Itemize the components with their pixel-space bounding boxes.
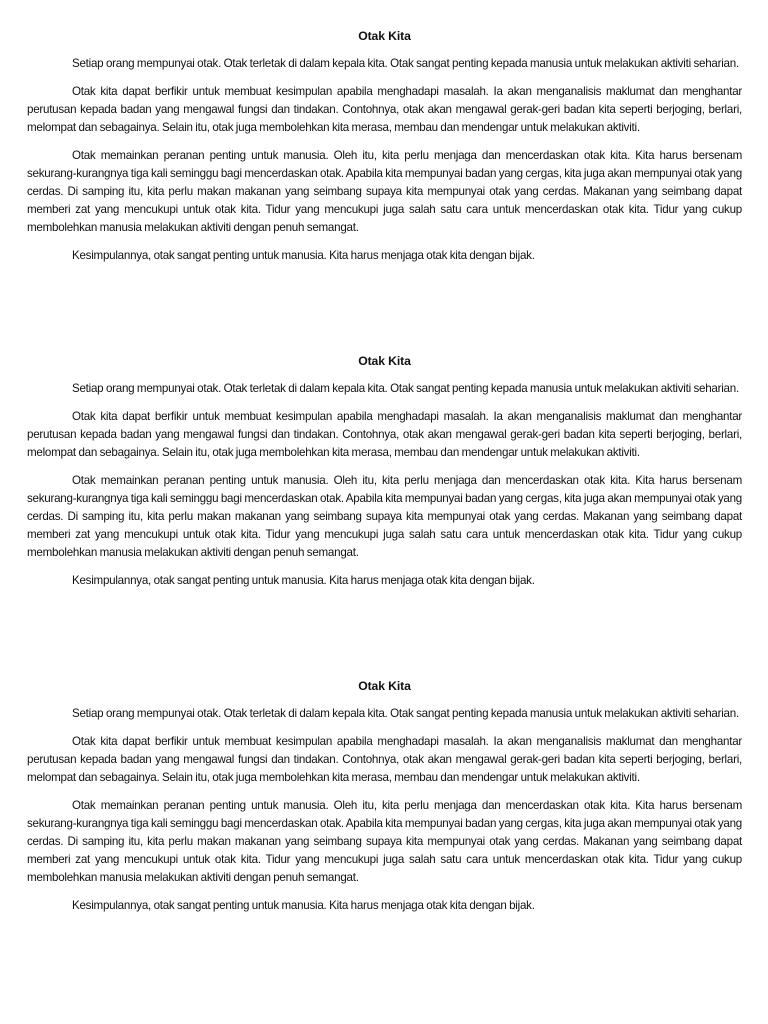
- essay-section: [27, 352, 742, 590]
- essay-paragraph: Otak memainkan peranan penting untuk manusia. Oleh itu, kita perlu menjaga dan mencerdaskan otak kita. Kita harus bersenam sekurang-kurangnya tiga kali seminggu bagi mencerdaskan otak. Apabila kita mempunyai badan yang cergas, kita juga akan mempunyai otak yang cerdas. Di samping itu, kita perlu makan makanan yang seimbang supaya kita mempunyai otak yang cerdas. Makanan yang seimbang dapat memberi zat yang mencukupi untuk otak kita. Tidur yang mencukupi juga salah satu cara untuk mencerdaskan otak kita. Tidur yang cukup membolehkan manusia melakukan aktiviti dengan penuh semangat.: [27, 149, 742, 234]
- essay-paragraph: Kesimpulannya, otak sangat penting untuk manusia. Kita harus menjaga otak kita dengan bijak.: [72, 899, 535, 912]
- essay-paragraph: Kesimpulannya, otak sangat penting untuk manusia. Kita harus menjaga otak kita dengan bijak.: [72, 249, 535, 262]
- essay-section: [27, 677, 742, 915]
- essay-paragraph: Otak kita dapat berfikir untuk membuat kesimpulan apabila menghadapi masalah. Ia akan menganalisis maklumat dan menghantar perutusan kepada badan yang mengawal fungsi dan tindakan. Contohnya, otak akan mengawal gerak-geri badan kita seperti berjoging, berlari, melompat dan sebagainya. Selain itu, otak juga membolehkan kita merasa, membau dan mendengar untuk melakukan aktiviti.: [27, 410, 742, 459]
- essay-paragraph: Otak kita dapat berfikir untuk membuat kesimpulan apabila menghadapi masalah. Ia akan menganalisis maklumat dan menghantar perutusan kepada badan yang mengawal fungsi dan tindakan. Contohnya, otak akan mengawal gerak-geri badan kita seperti berjoging, berlari, melompat dan sebagainya. Selain itu, otak juga membolehkan kita merasa, membau dan mendengar untuk melakukan aktiviti.: [27, 85, 742, 134]
- essay-paragraph: Setiap orang mempunyai otak. Otak terletak di dalam kepala kita. Otak sangat penting kepada manusia untuk melakukan aktiviti seharian.: [72, 57, 739, 70]
- essay-paragraph: Setiap orang mempunyai otak. Otak terletak di dalam kepala kita. Otak sangat penting kepada manusia untuk melakukan aktiviti seharian.: [72, 707, 739, 720]
- essay-paragraph: Otak kita dapat berfikir untuk membuat kesimpulan apabila menghadapi masalah. Ia akan menganalisis maklumat dan menghantar perutusan kepada badan yang mengawal fungsi dan tindakan. Contohnya, otak akan mengawal gerak-geri badan kita seperti berjoging, berlari, melompat dan sebagainya. Selain itu, otak juga membolehkan kita merasa, membau dan mendengar untuk melakukan aktiviti.: [27, 735, 742, 784]
- essay-section: [27, 27, 742, 265]
- essay-paragraph: Otak memainkan peranan penting untuk manusia. Oleh itu, kita perlu menjaga dan mencerdaskan otak kita. Kita harus bersenam sekurang-kurangnya tiga kali seminggu bagi mencerdaskan otak. Apabila kita mempunyai badan yang cergas, kita juga akan mempunyai otak yang cerdas. Di samping itu, kita perlu makan makanan yang seimbang supaya kita mempunyai otak yang cerdas. Makanan yang seimbang dapat memberi zat yang mencukupi untuk otak kita. Tidur yang mencukupi juga salah satu cara untuk mencerdaskan otak kita. Tidur yang cukup membolehkan manusia melakukan aktiviti dengan penuh semangat.: [27, 799, 742, 884]
- essay-paragraph: Setiap orang mempunyai otak. Otak terletak di dalam kepala kita. Otak sangat penting kepada manusia untuk melakukan aktiviti seharian.: [72, 382, 739, 395]
- essay-title: Otak Kita: [358, 29, 411, 43]
- essay-paragraph: Otak memainkan peranan penting untuk manusia. Oleh itu, kita perlu menjaga dan mencerdaskan otak kita. Kita harus bersenam sekurang-kurangnya tiga kali seminggu bagi mencerdaskan otak. Apabila kita mempunyai badan yang cergas, kita juga akan mempunyai otak yang cerdas. Di samping itu, kita perlu makan makanan yang seimbang supaya kita mempunyai otak yang cerdas. Makanan yang seimbang dapat memberi zat yang mencukupi untuk otak kita. Tidur yang mencukupi juga salah satu cara untuk mencerdaskan otak kita. Tidur yang cukup membolehkan manusia melakukan aktiviti dengan penuh semangat.: [27, 474, 742, 559]
- essay-paragraph: Kesimpulannya, otak sangat penting untuk manusia. Kita harus menjaga otak kita dengan bijak.: [72, 574, 535, 587]
- essay-title: Otak Kita: [358, 679, 411, 693]
- essay-title: Otak Kita: [358, 354, 411, 368]
